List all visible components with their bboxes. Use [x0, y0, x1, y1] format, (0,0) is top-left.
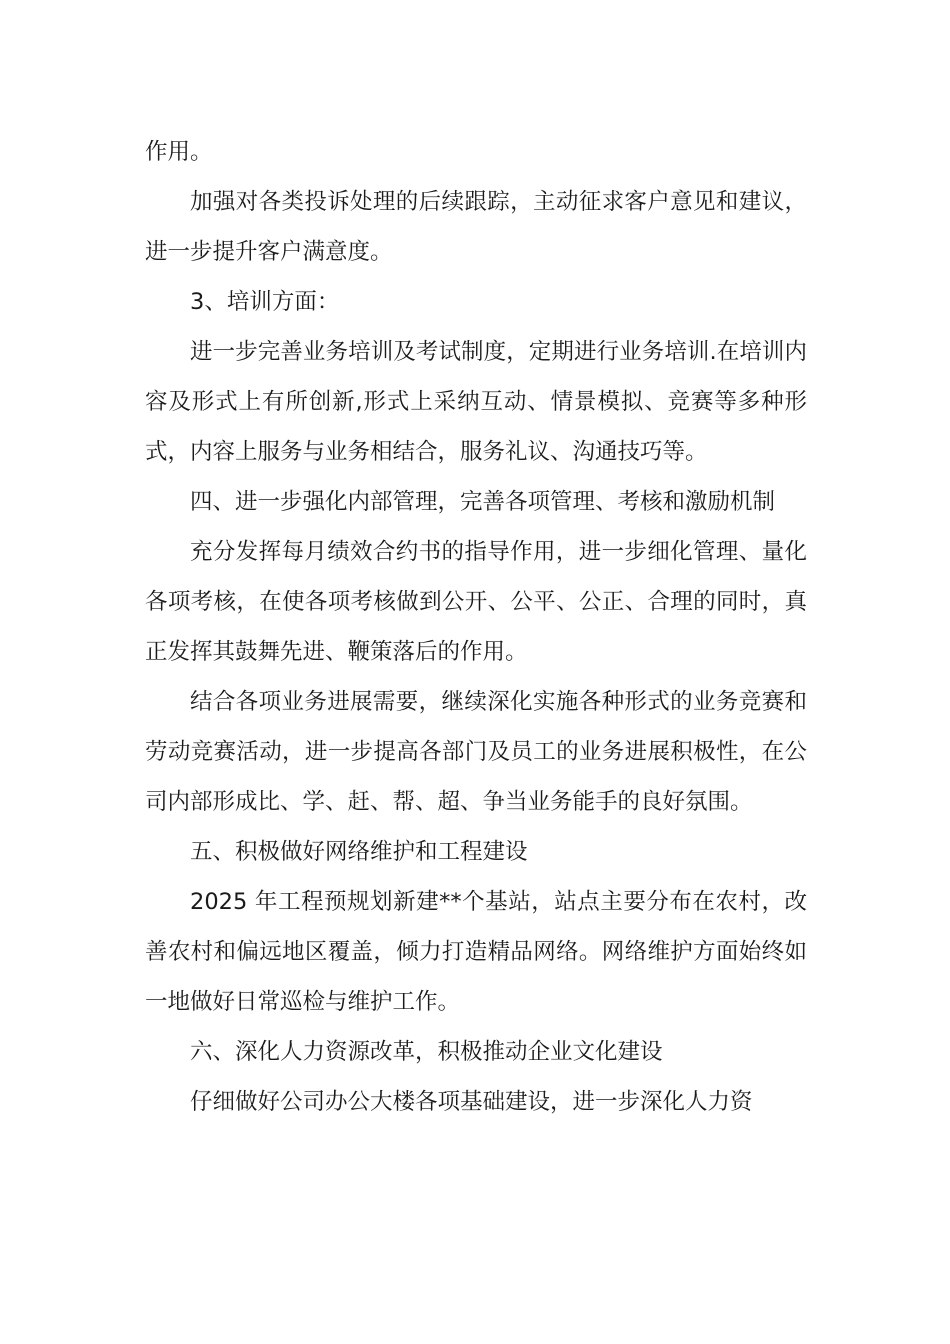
paragraph-network: 2025 年工程预规划新建**个基站，站点主要分布在农村，改善农村和偏远地区覆盖，倾力打造精品网络。网络维护方面始终如一地做好日常巡检与维护工作。	[145, 889, 807, 1015]
paragraph-continuation: 作用。	[145, 139, 213, 165]
paragraph-complaint-followup: 加强对各类投诉处理的后续跟踪，主动征求客户意见和建议，进一步提升客户满意度。	[145, 189, 807, 265]
paragraph-hr: 仔细做好公司办公大楼各项基础建设，进一步深化人力资	[190, 1089, 753, 1115]
document-body	[145, 127, 807, 1127]
heading-section-6: 六、深化人力资源改革，积极推动企业文化建设	[190, 1039, 663, 1065]
heading-section-5: 五、积极做好网络维护和工程建设	[190, 839, 528, 865]
heading-section-4: 四、进一步强化内部管理，完善各项管理、考核和激励机制	[190, 489, 776, 515]
paragraph-training: 进一步完善业务培训及考试制度，定期进行业务培训.在培训内容及形式上有所创新,形式上采纳互动、情景模拟、竞赛等多种形式，内容上服务与业务相结合，服务礼议、沟通技巧等。	[145, 339, 807, 465]
paragraph-performance: 充分发挥每月绩效合约书的指导作用，进一步细化管理、量化各项考核，在使各项考核做到公开、公平、公正、合理的同时，真正发挥其鼓舞先进、鞭策落后的作用。	[145, 539, 807, 665]
paragraph-competition: 结合各项业务进展需要，继续深化实施各种形式的业务竞赛和劳动竞赛活动，进一步提高各部门及员工的业务进展积极性，在公司内部形成比、学、赶、帮、超、争当业务能手的良好氛围。	[145, 689, 807, 815]
subheading-training: 3、培训方面：	[190, 289, 340, 315]
